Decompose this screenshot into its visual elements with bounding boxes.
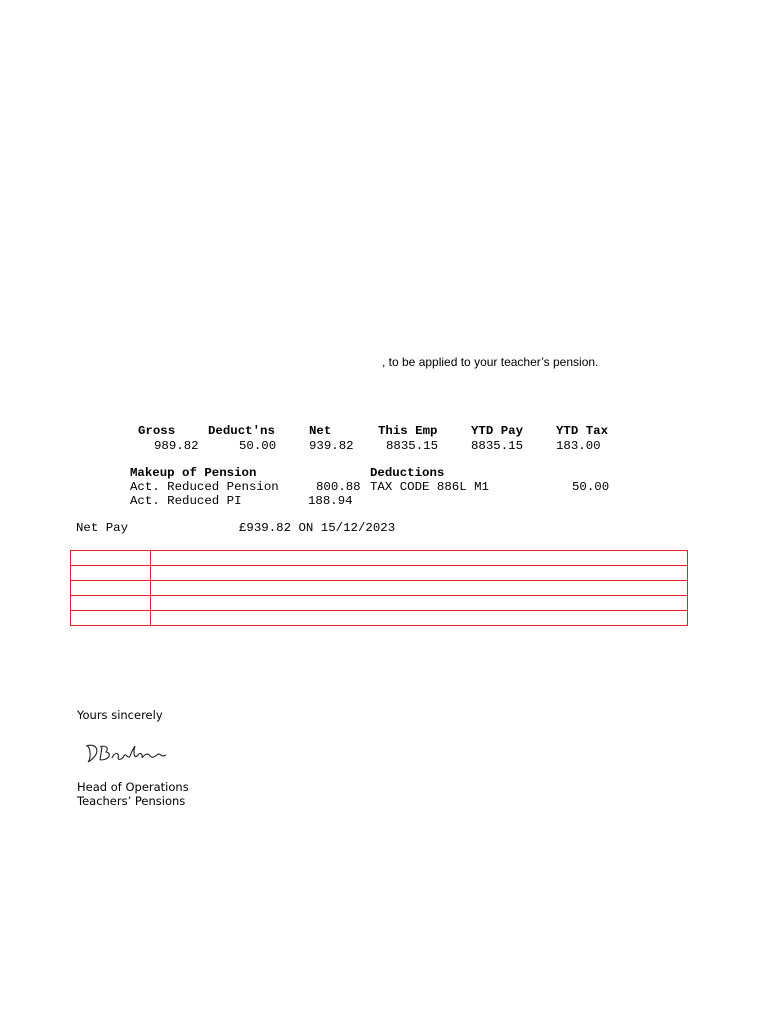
header-net: Net — [309, 424, 332, 438]
table-row — [71, 551, 688, 566]
deduction-item-label: TAX CODE 886L M1 — [370, 480, 489, 494]
value-ytd-tax: 183.00 — [556, 439, 601, 453]
header-deductions: Deduct'ns — [208, 424, 275, 438]
table-row — [71, 566, 688, 581]
empty-red-table — [70, 550, 688, 626]
net-pay-value: £939.82 ON 15/12/2023 — [239, 521, 396, 535]
makeup-item-value: 800.88 — [316, 480, 361, 494]
signatory-organization: Teachers’ Pensions — [77, 794, 186, 808]
table-cell — [71, 596, 151, 611]
table-cell — [71, 551, 151, 566]
makeup-item-label: Act. Reduced Pension — [130, 480, 279, 494]
makeup-heading: Makeup of Pension — [130, 466, 257, 480]
header-this-emp: This Emp — [378, 424, 438, 438]
makeup-item-value: 188.94 — [308, 494, 353, 508]
table-cell — [71, 611, 151, 626]
table-cell — [71, 566, 151, 581]
table-cell — [151, 551, 688, 566]
closing-salutation: Yours sincerely — [77, 708, 163, 722]
value-gross: 989.82 — [154, 439, 199, 453]
net-pay-label: Net Pay — [76, 521, 129, 535]
signature-image — [80, 738, 170, 768]
value-net: 939.82 — [309, 439, 354, 453]
table-cell — [151, 566, 688, 581]
signatory-title: Head of Operations — [77, 780, 189, 794]
deduction-item-value: 50.00 — [572, 480, 610, 494]
deductions-heading: Deductions — [370, 466, 445, 480]
makeup-item-label: Act. Reduced PI — [130, 494, 242, 508]
header-ytd-pay: YTD Pay — [471, 424, 524, 438]
table-cell — [151, 611, 688, 626]
table-row — [71, 596, 688, 611]
header-gross: Gross — [138, 424, 176, 438]
table-row — [71, 581, 688, 596]
pension-intro-text: , to be applied to your teacher’s pension. — [382, 355, 599, 369]
value-ytd-pay: 8835.15 — [471, 439, 524, 453]
table-cell — [151, 596, 688, 611]
header-ytd-tax: YTD Tax — [556, 424, 609, 438]
table-row — [71, 611, 688, 626]
table-cell — [71, 581, 151, 596]
value-deductions: 50.00 — [239, 439, 277, 453]
value-this-emp: 8835.15 — [386, 439, 439, 453]
table-cell — [151, 581, 688, 596]
